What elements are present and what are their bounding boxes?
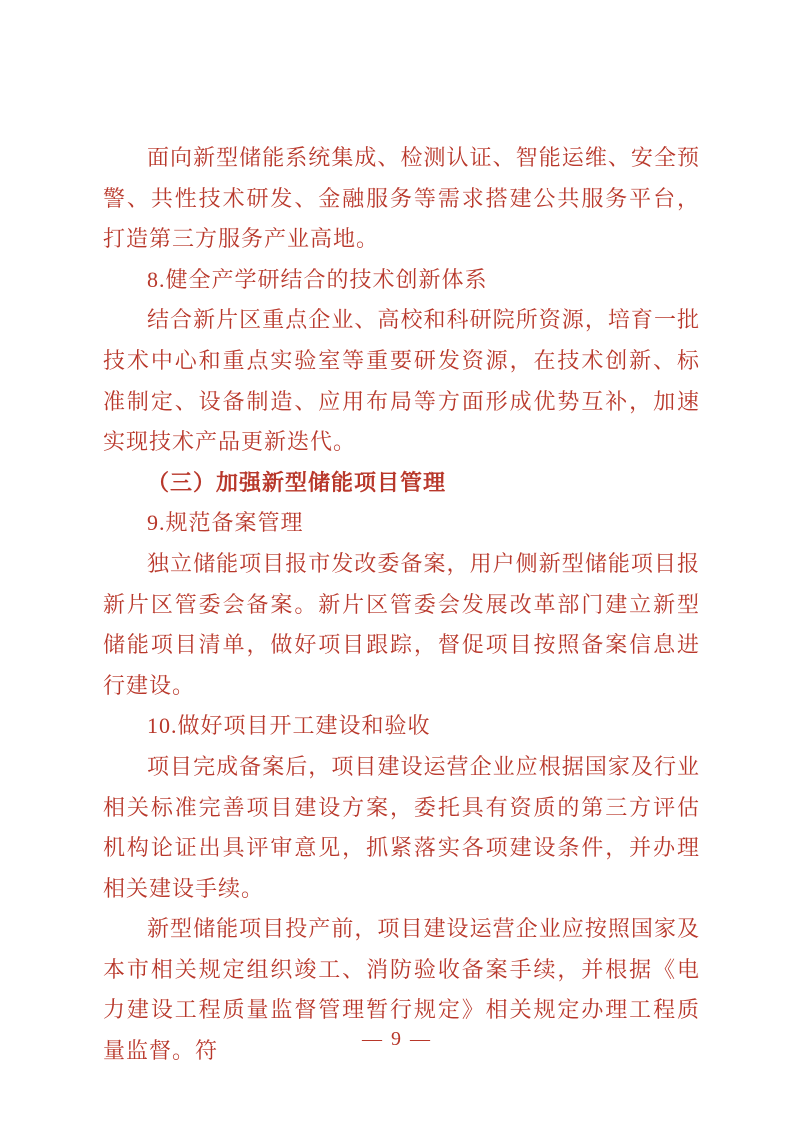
- paragraph-service-platform: 面向新型储能系统集成、检测认证、智能运维、安全预警、共性技术研发、金融服务等需求搭建公共服务平台，打造第三方服务产业高地。: [103, 145, 700, 252]
- paragraph-filing-management: 独立储能项目报市发改委备案，用户侧新型储能项目报新片区管委会备案。新片区管委会发展改革部门建立新型储能项目清单，做好项目跟踪，督促项目按照备案信息进行建设。: [103, 550, 700, 698]
- heading-item-9: 9.规范备案管理: [147, 510, 304, 536]
- heading-item-10: 10.做好项目开工建设和验收: [147, 713, 431, 739]
- paragraph-research-resources: 结合新片区重点企业、高校和科研院所资源，培育一批技术中心和重点实验室等重要研发资源，在技术创新、标准制定、设备制造、应用布局等方面形成优势互补，加速实现技术产品更新迭代。: [103, 307, 700, 455]
- page-footer: [0, 1028, 794, 1051]
- section-heading-3: （三）加强新型储能项目管理: [147, 469, 447, 495]
- paragraph-pre-production: 新型储能项目投产前，项目建设运营企业应按照国家及本市相关规定组织竣工、消防验收备案手续，并根据《电力建设工程质量监督管理暂行规定》相关规定办理工程质量监督。符: [103, 916, 700, 1064]
- document-body: [103, 138, 700, 1072]
- heading-item-8: 8.健全产学研结合的技术创新体系: [147, 266, 488, 292]
- page-number: — 9 —: [362, 1028, 432, 1050]
- paragraph-construction-acceptance: 项目完成备案后，项目建设运营企业应根据国家及行业相关标准完善项目建设方案，委托具有资质的第三方评估机构论证出具评审意见，抓紧落实各项建设条件，并办理相关建设手续。: [103, 753, 700, 901]
